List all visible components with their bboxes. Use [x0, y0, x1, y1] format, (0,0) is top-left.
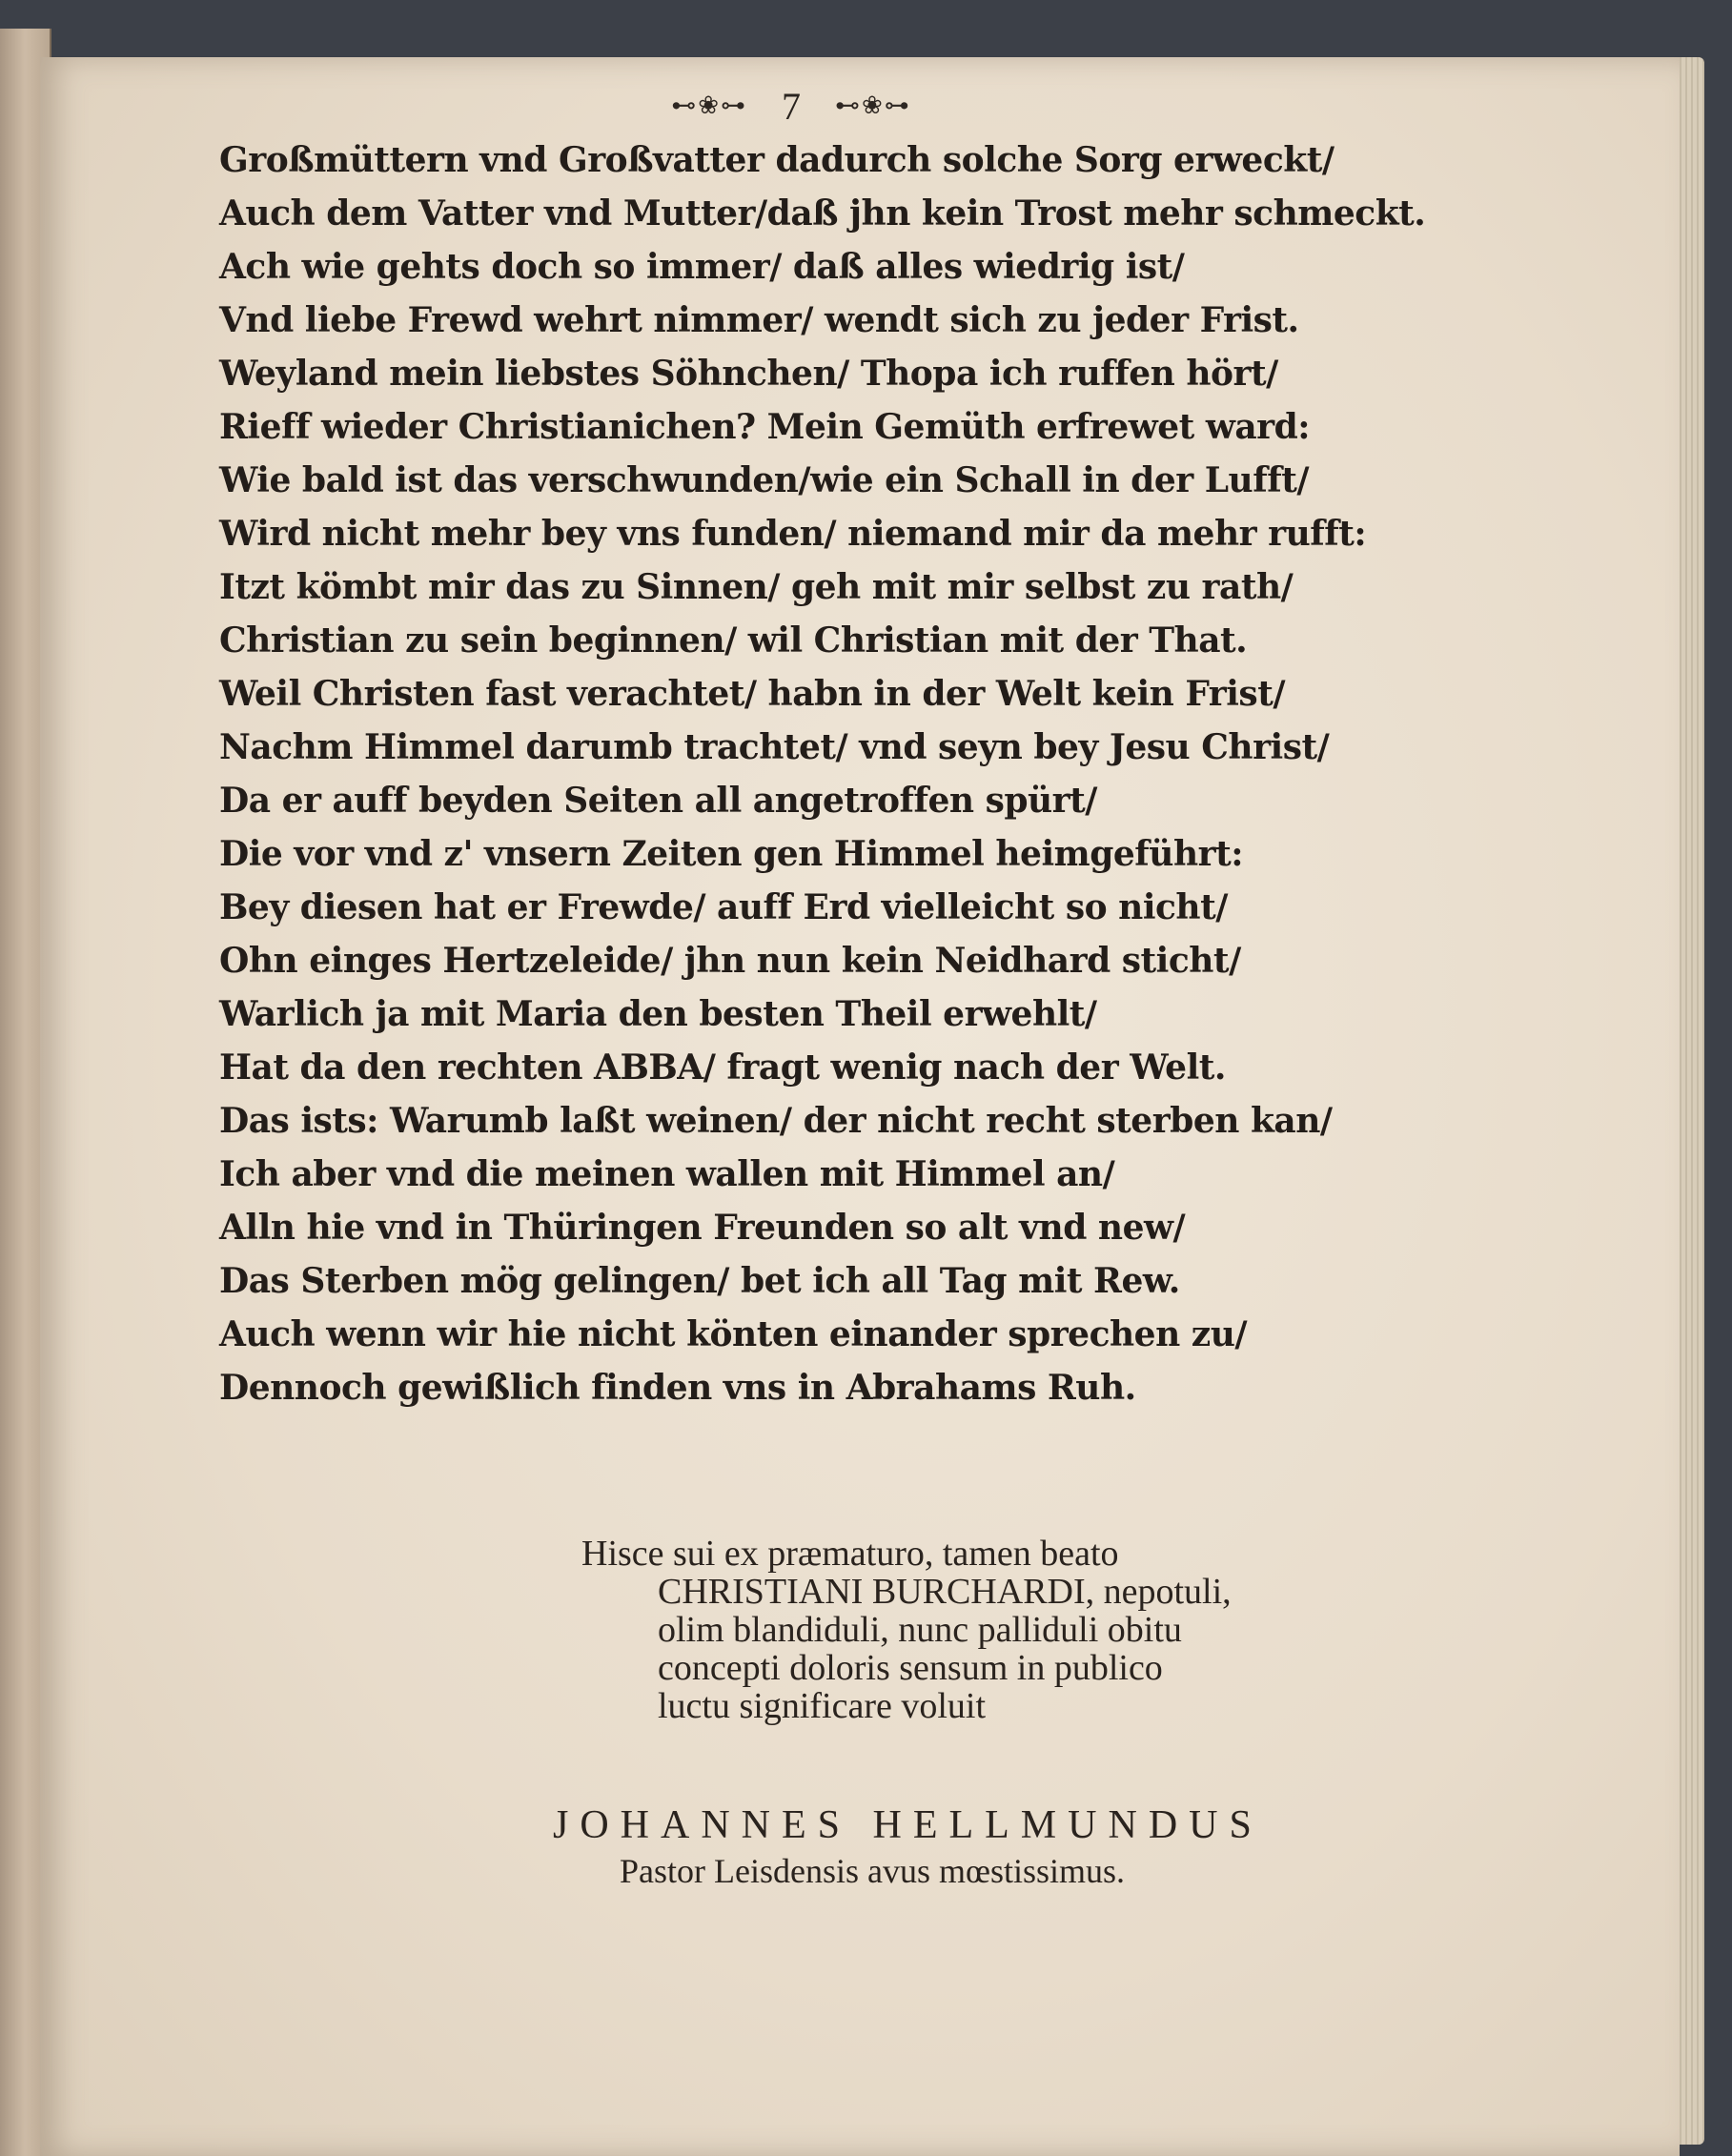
verse-line: Auch wenn wir hie nicht könten einander sprechen zu/ — [219, 1314, 1248, 1354]
author-title: Pastor Leisdensis avus mœstissimus. — [620, 1852, 1126, 1890]
verse-line: Da er auff beyden Seiten all angetroffen spürt/ — [219, 781, 1097, 821]
verse-line: Großmüttern vnd Großvatter dadurch solche Sorg erweckt/ — [219, 140, 1335, 180]
verse-poem — [219, 133, 1426, 1414]
verse-line: Weyland mein liebstes Söhnchen/ Thopa ich ruffen hört/ — [219, 354, 1278, 394]
verse-line: Weil Christen fast verachtet/ habn in der Welt kein Frist/ — [219, 674, 1285, 714]
ornament-left: ⊷❀⊶ — [671, 92, 747, 120]
dedication-line: olim blandiduli, nunc palliduli obitu — [658, 1610, 1182, 1650]
verse-line: Ich aber vnd die meinen wallen mit Himmel an/ — [219, 1154, 1115, 1194]
verse-line: Das Sterben mög gelingen/ bet ich all Tag mit Rew. — [219, 1261, 1180, 1301]
verse-line: Auch dem Vatter vnd Mutter/daß jhn kein Trost mehr schmeckt. — [219, 193, 1426, 234]
dedication-line: Hisce sui ex præmaturo, tamen beato — [581, 1534, 1119, 1574]
page-header — [620, 82, 963, 130]
author-name: JOHANNES HELLMUNDUS — [553, 1803, 1263, 1847]
verse-line: Die vor vnd z' vnsern Zeiten gen Himmel heimgeführt: — [219, 834, 1244, 874]
verse-line: Ach wie gehts doch so immer/ daß alles wiedrig ist/ — [219, 247, 1185, 287]
page-number: 7 — [782, 84, 801, 128]
dedication-line: CHRISTIANI BURCHARDI, nepotuli, — [658, 1572, 1232, 1612]
verse-line: Wie bald ist das verschwunden/wie ein Schall in der Lufft/ — [219, 460, 1309, 500]
verse-line: Wird nicht mehr bey vns funden/ niemand mir da mehr rufft: — [219, 514, 1367, 554]
verse-line: Ohn einges Hertzeleide/ jhn nun kein Neidhard sticht/ — [219, 941, 1241, 981]
dedication-line: concepti doloris sensum in publico — [658, 1648, 1163, 1688]
verse-line: Rieff wieder Christianichen? Mein Gemüth erfrewet ward: — [219, 407, 1311, 447]
verse-line: Hat da den rechten ABBA/ fragt wenig nach der Welt. — [219, 1047, 1226, 1088]
verse-line: Alln hie vnd in Thüringen Freunden so alt vnd new/ — [219, 1208, 1186, 1248]
verse-line: Dennoch gewißlich finden vns in Abrahams Ruh. — [219, 1368, 1136, 1408]
ornament-right: ⊷❀⊶ — [835, 92, 911, 120]
verse-line: Vnd liebe Frewd wehrt nimmer/ wendt sich zu jeder Frist. — [219, 300, 1299, 340]
verse-line: Christian zu sein beginnen/ wil Christian mit der That. — [219, 620, 1248, 661]
verse-line: Itzt kömbt mir das zu Sinnen/ geh mit mir selbst zu rath/ — [219, 567, 1294, 607]
latin-dedication — [581, 1535, 1325, 1725]
author-signature — [553, 1801, 1373, 1893]
verse-line: Nachm Himmel darumb trachtet/ vnd seyn bey Jesu Christ/ — [219, 727, 1330, 767]
dedication-line: luctu significare voluit — [658, 1686, 987, 1726]
verse-line: Warlich ja mit Maria den besten Theil erwehlt/ — [219, 994, 1097, 1034]
verse-line: Bey diesen hat er Frewde/ auff Erd vielleicht so nicht/ — [219, 887, 1228, 927]
verse-line: Das ists: Warumb laßt weinen/ der nicht recht sterben kan/ — [219, 1101, 1333, 1141]
